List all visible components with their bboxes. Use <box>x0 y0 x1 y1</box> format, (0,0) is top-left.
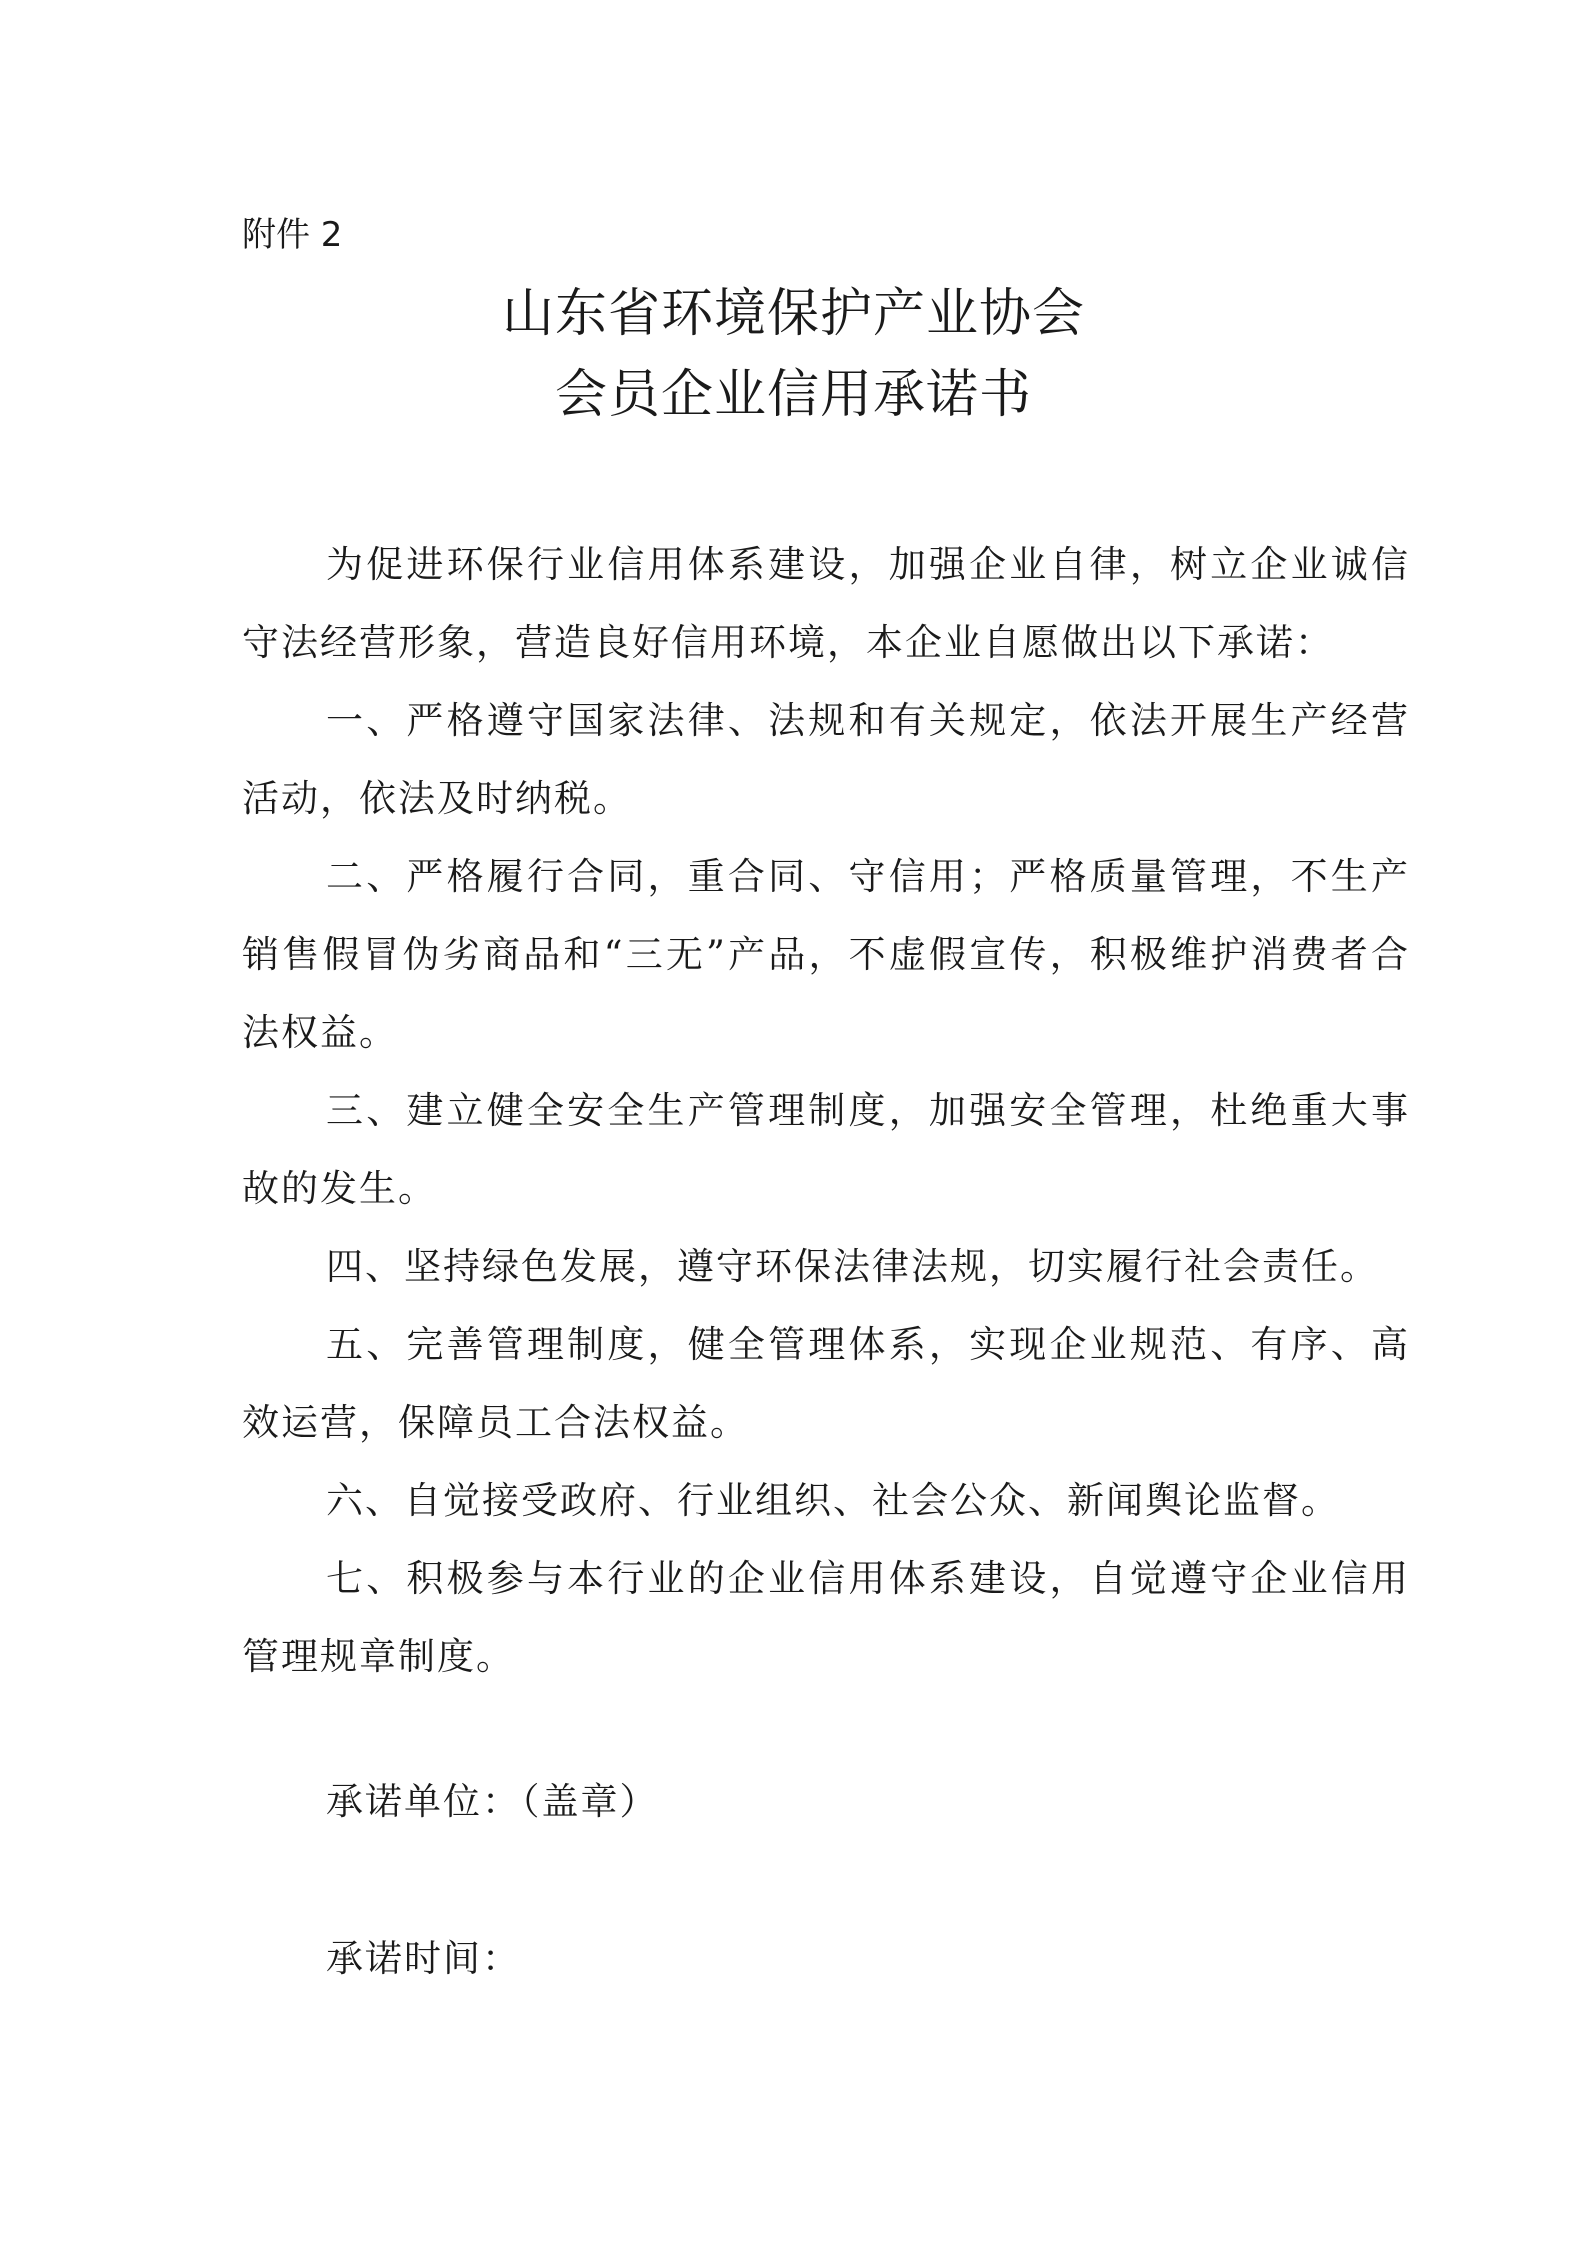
attachment-label: 附件 2 <box>242 215 343 255</box>
intro-paragraph: 为促进环保行业信用体系建设，加强企业自律，树立企业诚信守法经营形象，营造良好信用环境，本企业自愿做出以下承诺： <box>242 543 1410 664</box>
document-title-line-2: 会员企业信用承诺书 <box>554 365 1032 425</box>
commitment-item-5: 五、完善管理制度，健全管理体系，实现企业规范、有序、高效运营，保障员工合法权益。 <box>242 1323 1410 1444</box>
commitment-item-6: 六、自觉接受政府、行业组织、社会公众、新闻舆论监督。 <box>326 1479 1340 1522</box>
signature-time-line: 承诺时间： <box>326 1937 521 1980</box>
commitment-item-2: 二、严格履行合同，重合同、守信用；严格质量管理，不生产销售假冒伪劣商品和“三无”产品，不虚假宣传，积极维护消费者合法权益。 <box>242 855 1410 1054</box>
signature-unit-line: 承诺单位：（盖章） <box>326 1780 659 1823</box>
document-title-line-1: 山东省环境保护产业协会 <box>501 284 1085 344</box>
commitment-item-7: 七、积极参与本行业的企业信用体系建设，自觉遵守企业信用管理规章制度。 <box>242 1557 1410 1678</box>
document-body <box>242 526 1410 1696</box>
commitment-item-1: 一、严格遵守国家法律、法规和有关规定，依法开展生产经营活动，依法及时纳税。 <box>242 699 1410 820</box>
commitment-item-4: 四、坚持绿色发展，遵守环保法律法规，切实履行社会责任。 <box>326 1245 1379 1288</box>
commitment-item-3: 三、建立健全安全生产管理制度，加强安全管理，杜绝重大事故的发生。 <box>242 1089 1410 1210</box>
